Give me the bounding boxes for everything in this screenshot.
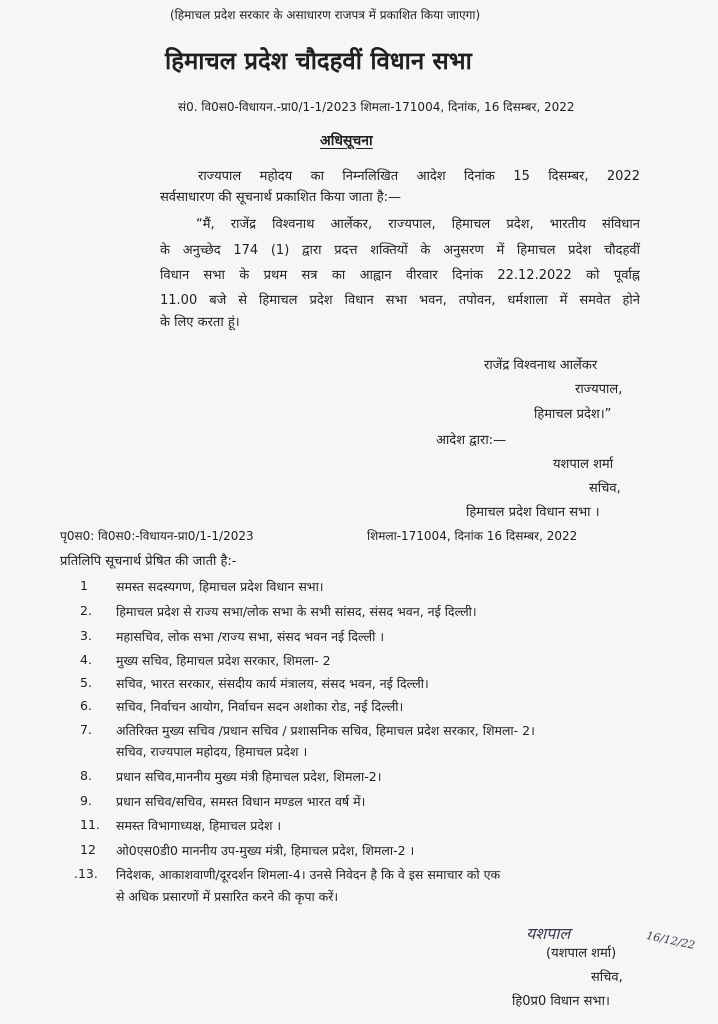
endorsement-date: शिमला-171004, दिनांक 16 दिसम्बर, 2022: [367, 529, 578, 543]
quote-line: 11.00 बजे से हिमाचल प्रदेश विधान सभा भवन, तपोवन, धर्मशाला में समवेत होने: [160, 293, 640, 308]
governor-title: राज्यपाल,: [575, 382, 623, 397]
governor-state: हिमाचल प्रदेश।”: [534, 407, 612, 422]
list-item-text: हिमाचल प्रदेश से राज्य सभा/लोक सभा के सभी सांसद, संसद भवन, नई दिल्ली।: [116, 604, 477, 619]
list-item-number: 8.: [80, 768, 92, 783]
list-item-number: 11.: [80, 817, 100, 832]
quote-line: “मैं, राजेंद्र विश्वनाथ आर्लेकर, राज्यपाल, हिमाचल प्रदेश, भारतीय संविधान: [196, 217, 640, 232]
list-item-text: महासचिव, लोक सभा /राज्य सभा, संसद भवन नई दिल्ली ।: [116, 629, 385, 644]
list-item-text: सचिव, निर्वाचन आयोग, निर्वाचन सदन अशोका रोड, नई दिल्ली।: [116, 699, 404, 714]
list-item-number: 12: [80, 842, 96, 857]
footer-sign-title: सचिव,: [591, 970, 623, 985]
quote-line: के अनुच्छेद 174 (1) द्वारा प्रदत्त शक्तियों के अनुसरण में हिमाचल प्रदेश चौदहवीं: [160, 243, 640, 258]
list-item-text: सचिव, राज्यपाल महोदय, हिमाचल प्रदेश ।: [116, 744, 308, 759]
list-item-text: सचिव, भारत सरकार, संसदीय कार्य मंत्रालय, संसद भवन, नई दिल्ली।: [116, 676, 429, 691]
handwritten-signature: यशपाल: [526, 924, 571, 943]
footer-sign-name: (यशपाल शर्मा): [546, 946, 617, 961]
governor-name: राजेंद्र विश्वनाथ आर्लेकर: [484, 358, 598, 373]
list-item-number: 6.: [80, 698, 92, 713]
list-item-text: अतिरिक्त मुख्य सचिव /प्रधान सचिव / प्रशासनिक सचिव, हिमाचल प्रदेश सरकार, शिमला- 2।: [116, 723, 535, 738]
paragraph-line: सर्वसाधारण की सूचनार्थ प्रकाशित किया जाता है:—: [160, 190, 402, 205]
list-item-number: 4.: [80, 652, 92, 667]
list-item-text: निदेशक, आकाशवाणी/दूरदर्शन शिमला-4। उनसे निवेदन है कि वे इस समाचार को एक: [116, 867, 501, 882]
list-item-text: प्रधान सचिव,माननीय मुख्य मंत्री हिमाचल प्रदेश, शिमला-2।: [116, 769, 382, 784]
quote-line: विधान सभा के प्रथम सत्र का आह्वान वीरवार दिनांक 22.12.2022 को पूर्वाह्न: [160, 268, 640, 283]
copy-to-heading: प्रतिलिपि सूचनार्थ प्रेषित की जाती है:-: [60, 554, 237, 569]
list-item-number: 9.: [80, 793, 92, 808]
list-item-number: 3.: [80, 628, 92, 643]
quote-line: के लिए करता हूं।: [160, 315, 240, 330]
list-item-text: मुख्य सचिव, हिमाचल प्रदेश सरकार, शिमला- 2: [116, 653, 331, 668]
endorsement-ref: पृ0स0: वि0स0:-विधायन-प्रा0/1-1/2023: [60, 529, 254, 543]
handwritten-date: 16/12/22: [645, 929, 697, 952]
list-item-number: 2.: [80, 603, 92, 618]
list-item-number: 1: [80, 578, 88, 593]
list-item-text: प्रधान सचिव/सचिव, समस्त विधान मण्डल भारत वर्ष में।: [116, 794, 366, 809]
paragraph-line: राज्यपाल महोदय का निम्नलिखित आदेश दिनांक 15 दिसम्बर, 2022: [198, 169, 640, 184]
notification-title: अधिसूचना: [320, 133, 373, 149]
list-item-text: से अधिक प्रसारणों में प्रसारित करने की कृपा करें।: [116, 889, 339, 904]
list-item-text: समस्त विभागाध्यक्ष, हिमाचल प्रदेश ।: [116, 818, 282, 833]
list-item-text: ओ0एस0डी0 माननीय उप-मुख्य मंत्री, हिमाचल प्रदेश, शिमला-2 ।: [116, 843, 415, 858]
footer-sign-office: हि0प्र0 विधान सभा।: [512, 994, 610, 1009]
reference-line: सं0. वि0स0-विधायन.-प्रा0/1-1/2023 शिमला-171004, दिनांक, 16 दिसम्बर, 2022: [178, 100, 575, 114]
list-item-number: 7.: [80, 722, 92, 737]
list-item-number: .13.: [74, 866, 98, 881]
list-item-text: समस्त सदस्यगण, हिमाचल प्रदेश विधान सभा।: [116, 579, 324, 594]
gazette-note: (हिमाचल प्रदेश सरकार के असाधारण राजपत्र में प्रकाशित किया जाएगा): [170, 8, 481, 22]
page-title: हिमाचल प्रदेश चौदहवीं विधान सभा: [165, 47, 472, 75]
secretary-office: हिमाचल प्रदेश विधान सभा ।: [466, 505, 600, 520]
secretary-name: यशपाल शर्मा: [553, 457, 614, 472]
list-item-number: 5.: [80, 675, 92, 690]
order-by: आदेश द्वारा:—: [436, 433, 507, 448]
secretary-title: सचिव,: [589, 481, 621, 496]
